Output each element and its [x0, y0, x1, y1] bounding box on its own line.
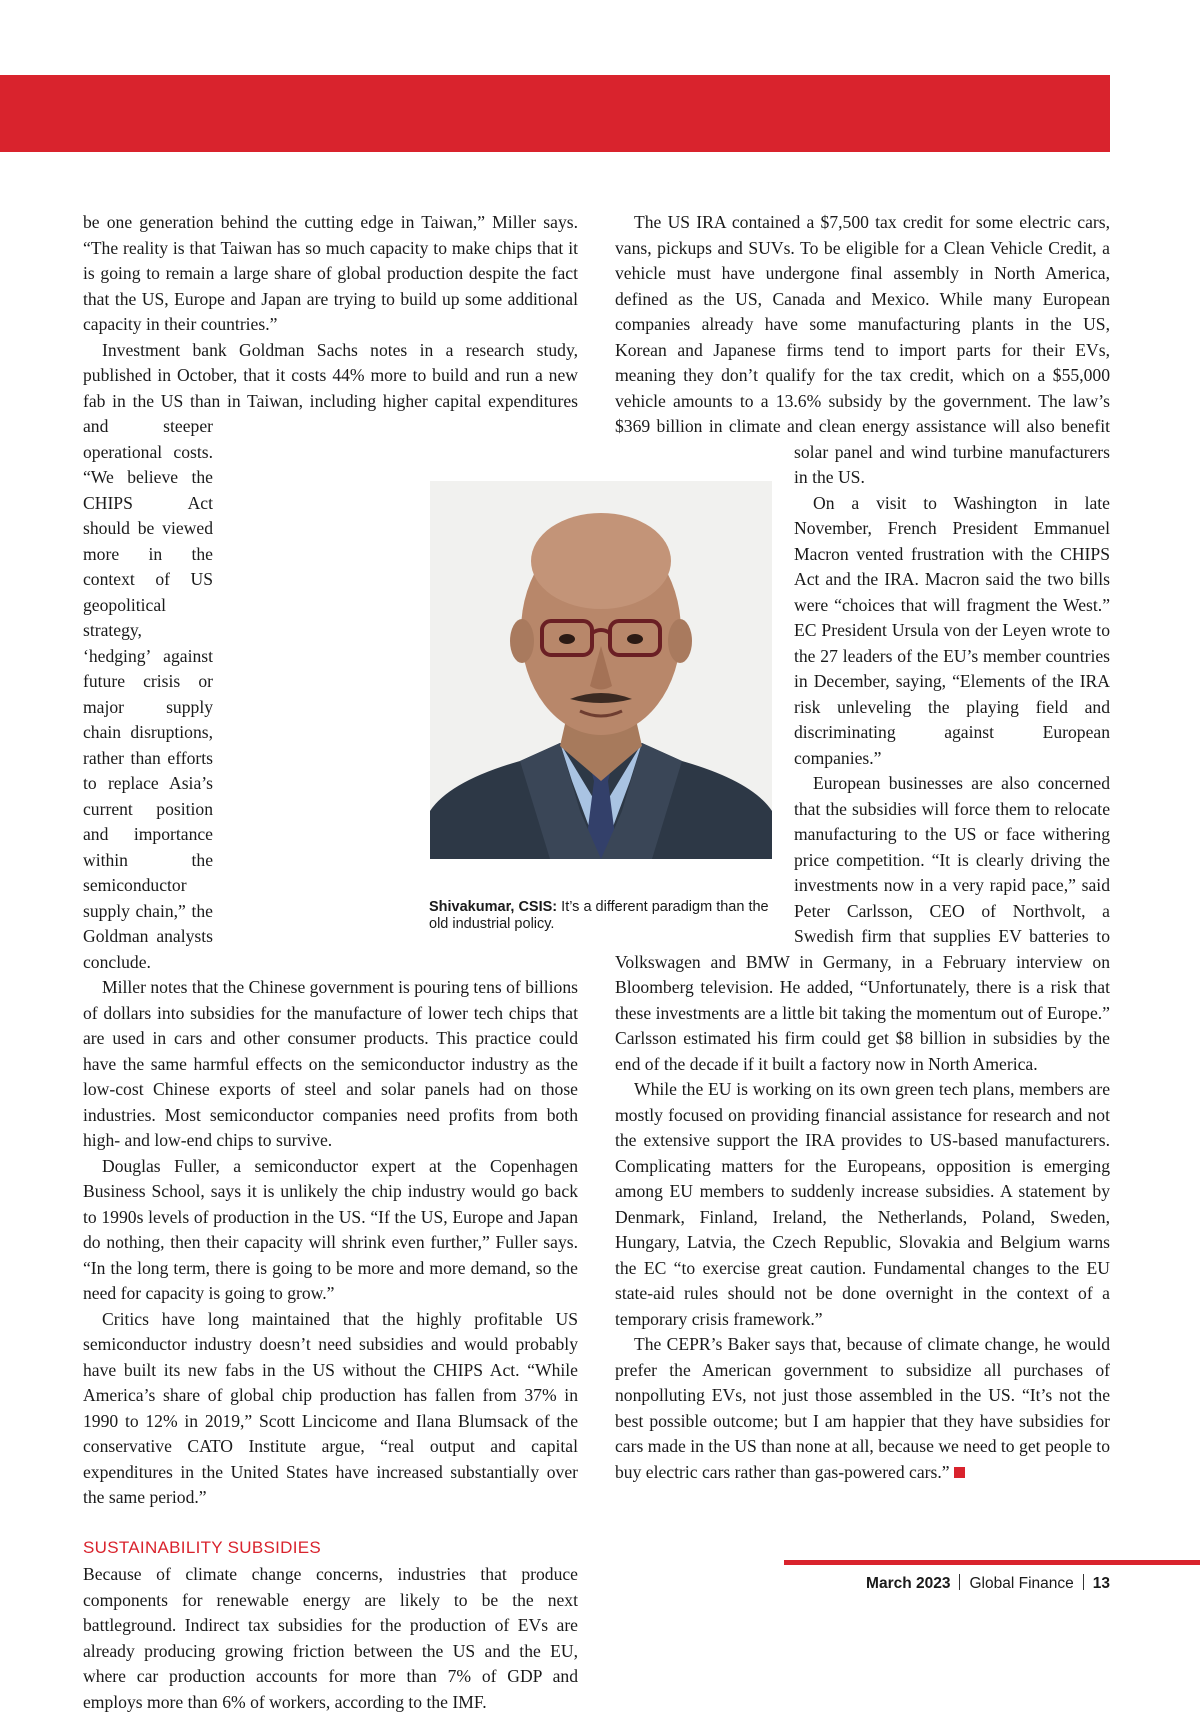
caption-name: Shivakumar, CSIS:: [429, 899, 558, 915]
article-paragraph: On a visit to Washington in late November, French President Emmanuel Macron vented frustration with the CHIPS Act and the IRA. Macron said the two bills were “choices that will fragment the West.” EC President Ursula von der Leyen wrote to the 27 leaders of the EU’s member countries in December, saying, “Elements of the IRA risk unleveling the playing field and discriminating against European companies.”: [794, 492, 1110, 768]
footer-divider: [1083, 1574, 1084, 1590]
article-paragraph: Douglas Fuller, a semiconductor expert at the Copenhagen Business School, says it is unlikely the chip industry would go back to 1990s levels of production in the US. “If the US, Europe and Japan do nothing, then their capacity will shrink even further,” Fuller says. “In the long term, there is going to be more and more demand, so the need for capacity is going to grow.”: [83, 1155, 578, 1303]
footer-rule: [784, 1560, 1200, 1565]
article-paragraph: Critics have long maintained that the highly profitable US semiconductor industry doesn’t need subsidies and would probably have built its new fabs in the US without the CHIPS Act. “While America’s share of global chip production has fallen from 37% in 1990 to 12% in 2019,” Scott Lincicome and Ilana Blumsack of the conservative CATO Institute argue, “real output and capital expenditures in the United States have increased substantially over the same period.”: [83, 1308, 578, 1507]
photo-caption: [429, 899, 769, 933]
article-paragraph: [615, 1332, 1110, 1485]
footer-date: March 2023: [866, 1575, 951, 1592]
header-banner: [0, 75, 1110, 152]
article-paragraph: The US IRA contained a $7,500 tax credit for some electric cars, vans, pickups and SUVs. To be eligible for a Clean Vehicle Credit, a vehicle must have undergone final assembly in North America, defined as the US, Canada and Mexico. While many European companies already have some manufacturing plants in the US, Korean and Japanese firms tend to import parts for their EVs, meaning they don’t qualify for the tax credit, which on a $55,000 vehicle amounts to a 13.6% subsidy by the government. The law’s $369 billion in climate and clean energy assistance will also benefit solar panel and wind turbine manufacturers in the US.: [615, 212, 1110, 487]
section-subhead: SUSTAINABILITY SUBSIDIES: [83, 1537, 322, 1557]
left-column: [83, 210, 578, 1715]
article-paragraph: be one generation behind the cutting edge in Taiwan,” Miller says. “The reality is that Taiwan has so much capacity to make chips that it is going to remain a large share of global production despite the fact that the US, Europe and Japan are trying to build up some additional capacity in their countries.”: [83, 212, 578, 334]
article-paragraph: Miller notes that the Chinese government is pouring tens of billions of dollars into subsidies for the manufacture of lower tech chips that are used in cars and other consumer products. This practice could have the same harmful effects on the semiconductor industry as the low-cost Chinese exports of steel and solar panels had on those industries. Most semiconductor companies need profits from both high- and low-end chips to survive.: [83, 977, 578, 1150]
footer-publication: Global Finance: [969, 1575, 1074, 1592]
footer-divider: [959, 1574, 960, 1590]
end-mark-icon: [954, 1467, 965, 1478]
article-paragraph: While the EU is working on its own green tech plans, members are mostly focused on providing financial assistance for research and not the extensive support the IRA provides to US-based manufacturers. Complicating matters for the Europeans, opposition is emerging among EU members to suddenly increase subsidies. A statement by Denmark, Finland, Ireland, the Netherlands, Poland, Sweden, Hungary, Latvia, the Czech Republic, Slovakia and Belgium warns the EC “to exercise great caution. Fundamental changes to the EU state-aid rules should not be done overnight in the context of a temporary crisis framework.”: [615, 1079, 1110, 1329]
portrait-photo: [430, 481, 772, 859]
last-paragraph-text: The CEPR’s Baker says that, because of climate change, he would prefer the American government to subsidize all purchases of nonpolluting EVs, not just those assembled in the US. “It’s not the best possible outcome; but I am happier that they have subsidies for cars made in the US than none at all, because we need to get people to buy electric cars rather than gas-powered cars.”: [615, 1334, 1110, 1482]
article-paragraph: Because of climate change concerns, industries that produce components for renewable energy are likely to be the next battleground. Indirect tax subsidies for the production of EVs are already producing growing friction between the US and the EU, where car production accounts for more than 7% of GDP and employs more than 6% of workers, according to the IMF.: [83, 1564, 578, 1712]
page-number: 13: [1092, 1575, 1110, 1592]
article-paragraph: Investment bank Goldman Sachs notes in a research study, published in October, that it costs 44% more to build and run a new fab in the US than in Taiwan, including higher capital expenditures and steeper operational costs. “We believe the CHIPS Act should be viewed more in the context of US geopolitical strategy, ‘hedging’ against future crisis or major supply chain disruptions, rather than efforts to replace Asia’s current position and importance within the semiconductor supply chain,” the Goldman analysts conclude.: [83, 339, 578, 972]
article-paragraph: European businesses are also concerned that the subsidies will force them to relocate manufacturing to the US or face withering price competition. “It is clearly driving the investments now in a very rapid pace,” said Peter Carlsson, CEO of Northvolt, a Swedish firm that supplies EV batteries to Volkswagen and BMW in Germany, in a February interview on Bloomberg television. He added, “Unfortunately, there is a risk that these investments are a little bit taking the momentum out of Europe.” Carlsson estimated his firm could get $8 billion in subsidies by the end of the decade if it built a factory now in North America.: [615, 773, 1110, 1074]
caption-text: It’s a different paradigm than the old industrial policy.: [429, 899, 769, 932]
portrait-illustration: [430, 481, 772, 859]
page-footer: [800, 1574, 1110, 1593]
